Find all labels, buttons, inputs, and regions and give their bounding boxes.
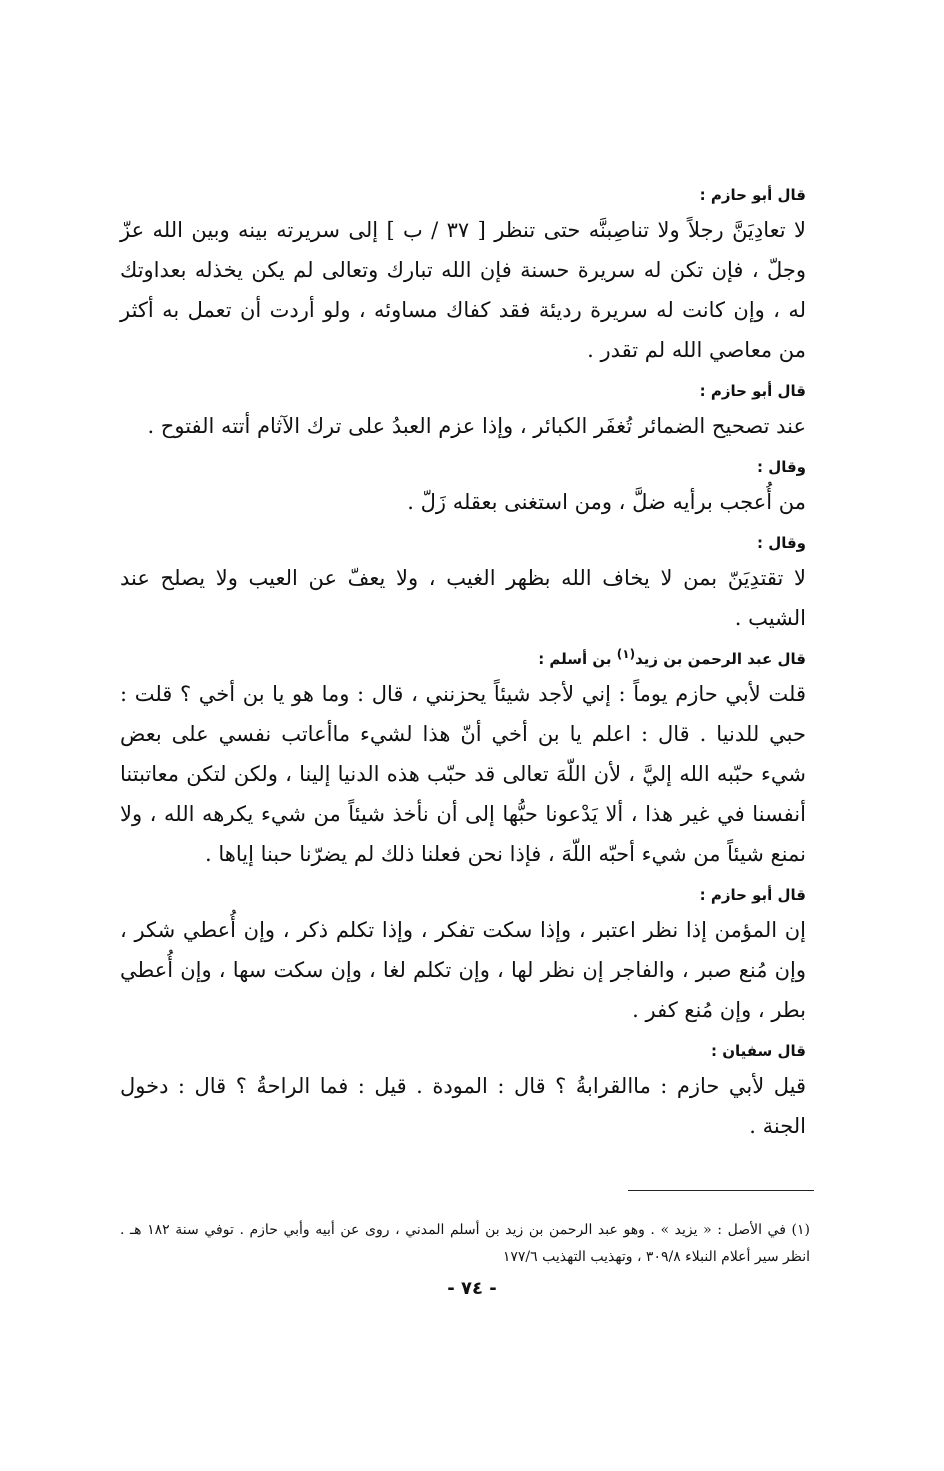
footnote-text: (١) في الأصل : « يزيد » . وهو عبد الرحمن بن زيد بن أسلم المدني ، روى عن أبيه وأبي حازم . توفي سنة ١٨٢ هـ . انظر سير أعلام النبلاء ٣٠٩/٨ ، وتهذيب التهذيب ١٧٧/٦	[120, 1222, 810, 1265]
footnote-divider	[628, 1190, 814, 1191]
heading-text: قال عبد الرحمن بن زيد	[635, 650, 806, 668]
section-paragraph: لا تقتدِيَنّ بمن لا يخاف الله بظهر الغيب ، ولا يعفّ عن العيب ولا يصلح عند الشيب .	[120, 566, 806, 630]
section-paragraph: من أُعجب برأيه ضلَّ ، ومن استغنى بعقله زَلّ .	[407, 490, 806, 514]
heading-text: بن أسلم :	[538, 650, 617, 668]
section-paragraph: قيل لأبي حازم : ماالقرابةُ ؟ قال : المودة . قيل : فما الراحةُ ؟ قال : دخول الجنة .	[120, 1074, 806, 1138]
footnote-marker[interactable]: (١)	[616, 647, 636, 661]
section-heading: قال سفيان :	[710, 1042, 806, 1060]
section-heading	[120, 644, 810, 674]
section-paragraph: لا تعادِيَنَّ رجلاً ولا تناصِبنَّه حتى تنظر [ ٣٧ / ب ] إلى سريرته بينه وبين الله عزّ وجلّ ، فإن تكن له سريرة حسنة فإن الله تبارك وتعالى لم يكن يخذله بعداوتك له ، وإن كانت له سريرة رديئة فقد كفاك مساوئه ، ولو أردت أن تعمل به أكثر من معاصي الله لم تقدر .	[120, 218, 806, 362]
section-heading: قال أبو حازم :	[699, 886, 806, 904]
section-heading: وقال :	[756, 534, 806, 552]
section-paragraph: إن المؤمن إذا نظر اعتبر ، وإذا سكت تفكر ، وإذا تكلم ذكر ، وإن أُعطي شكر ، وإن مُنع صبر ، والفاجر إن نظر لها ، وإن تكلم لغا ، وإن سكت سها ، وإن أُعطي بطر ، وإن مُنع كفر .	[120, 918, 806, 1022]
section-heading: وقال :	[756, 458, 806, 476]
section-heading: قال أبو حازم :	[699, 186, 806, 204]
page-body	[120, 180, 810, 1152]
section-heading: قال أبو حازم :	[699, 382, 806, 400]
page-number: - ٧٤ -	[447, 1278, 497, 1299]
section-paragraph: قلت لأبي حازم يوماً : إني لأجد شيئاً يحزنني ، قال : وما هو يا بن أخي ؟ قلت : حبي للدنيا . قال : اعلم يا بن أخي أنّ هذا لشيء ماأعاتب نفسي على بعض شيء حبّبه الله إليَّ ، لأن اللّهَ تعالى قد حبّب هذه الدنيا إلينا ، ولكن لتكن معاتبتنا أنفسنا في غير هذا ، ألا يَدْعونا حبُّها إلى أن نأخذ شيئاً من شيء يكرهه الله ، ولا نمنع شيئاً من شيء أحبّه اللّهَ ، فإذا نحن فعلنا ذلك لم يضرّنا حبنا إياها .	[120, 682, 806, 866]
section-paragraph: عند تصحيح الضمائر تُغفَر الكبائر ، وإذا عزم العبدُ على ترك الآثام أتته الفتوح .	[147, 414, 806, 438]
